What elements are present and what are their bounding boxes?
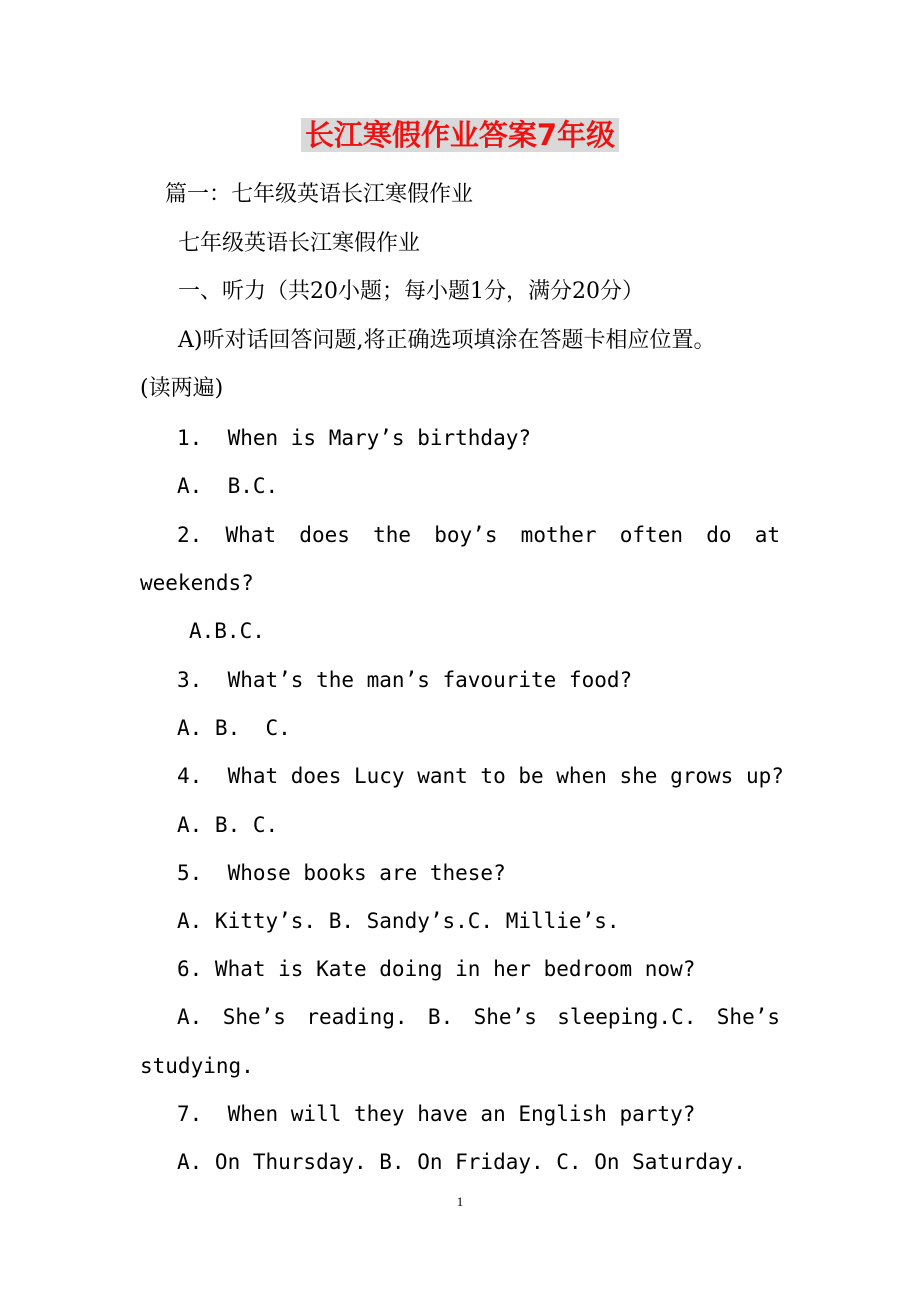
part-one-heading: 一、听力（共20小题；每小题1分，满分20分）: [178, 279, 644, 304]
question-2-part-2: weekends?: [140, 571, 254, 595]
instruction-b: (读两遍): [140, 376, 224, 401]
question-5: 5. Whose books are these?: [177, 861, 506, 885]
question-3: 3. What’s the man’s favourite food?: [177, 668, 633, 692]
question-6-options-part-2: studying.: [140, 1054, 254, 1078]
question-4: 4. What does Lucy want to be when she grows up?: [177, 764, 784, 788]
question-6-options-part-1: A. She’s reading. B. She’s sleeping.C. She’s: [177, 1005, 780, 1029]
page-number: 1: [456, 1194, 464, 1209]
question-2-options: A.B.C.: [189, 619, 265, 643]
subtitle: 七年级英语长江寒假作业: [178, 231, 421, 256]
section-heading: 篇一：七年级英语长江寒假作业: [165, 182, 474, 207]
question-7-options: A. On Thursday. B. On Friday. C. On Saturday.: [177, 1150, 746, 1174]
question-5-options: A. Kitty’s. B. Sandy’s.C. Millie’s.: [177, 909, 620, 933]
question-2-part-1: 2. What does the boy’s mother often do at: [177, 523, 780, 547]
question-6: 6. What is Kate doing in her bedroom now?: [177, 957, 696, 981]
question-1-options: A. B.C.: [177, 474, 279, 498]
document-title-text: 长江寒假作业答案7年级: [301, 118, 619, 152]
question-3-options: A. B. C.: [177, 716, 291, 740]
instruction-a: A)听对话回答问题,将正确选项填涂在答题卡相应位置。: [178, 328, 716, 353]
question-7: 7. When will they have an English party?: [177, 1102, 696, 1126]
question-1: 1. When is Mary’s birthday?: [177, 426, 532, 450]
document-title: [0, 112, 920, 158]
question-4-options: A. B. C.: [177, 813, 279, 837]
